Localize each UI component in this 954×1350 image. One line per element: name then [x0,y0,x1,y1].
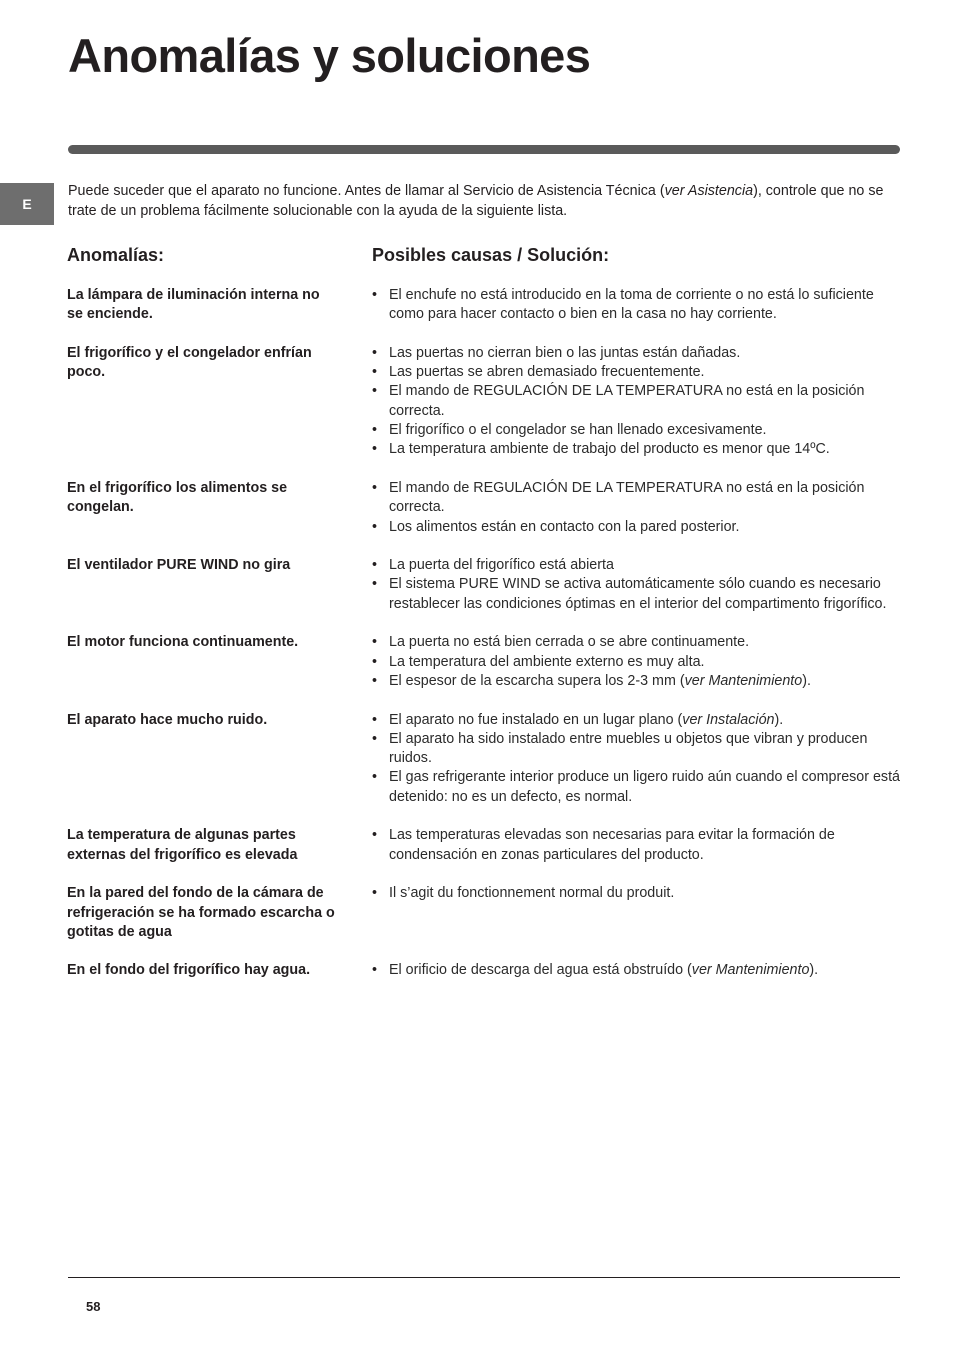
table-row [67,286,900,325]
cause-list [372,556,900,614]
cause-reference: ver Instalación [682,711,775,728]
cause-item [372,826,900,865]
table-row [67,633,900,691]
cause-item [372,440,900,459]
cause-item [372,633,900,652]
language-tab: E [0,183,54,225]
bullet-icon: • [372,479,378,496]
cause-text: El mando de REGULACIÓN DE LA TEMPERATURA no está en la posición correcta. [389,479,865,516]
anomaly-label: En el frigorífico los alimentos se congelan. [67,479,288,516]
anomaly-label: El frigorífico y el congelador enfrían poco. [67,344,312,381]
cause-item [372,382,900,421]
cause-item [372,730,900,769]
cause-item [372,672,900,691]
cause-text: Los alimentos están en contacto con la pared posterior. [389,518,740,535]
anomaly-label: En el fondo del frigorífico hay agua. [67,962,311,979]
intro-text: Puede suceder que el aparato no funcione. Antes de llamar al Servicio de Asistencia Técnica ( [68,183,665,199]
cause-item [372,884,900,903]
anomaly-label: La temperatura de algunas partes externas del frigorífico es elevada [67,827,298,863]
cause-item [372,556,900,575]
cause-item [372,653,900,672]
cause-text: La temperatura del ambiente externo es muy alta. [389,653,705,670]
bullet-icon: • [372,711,378,728]
bullet-icon: • [372,344,378,361]
cause-text-end: ). [774,711,784,728]
cause-list [372,826,900,865]
table-row [67,826,900,865]
cause-item [372,344,900,363]
causes-header: Posibles causas / Solución: [372,245,610,265]
cause-text: El sistema PURE WIND se activa automáticamente sólo cuando es necesario restablecer las condiciones óptimas en el interior del compartimento frigorífico. [389,576,887,612]
cause-item [372,363,900,382]
table-row [67,961,900,980]
bullet-icon: • [372,364,378,381]
bullet-icon: • [372,383,378,400]
cause-text: El enchufe no está introducido en la toma de corriente o no está lo suficiente como para hacer contacto o bien en la casa no hay corriente. [389,287,874,323]
cause-text: El aparato ha sido instalado entre muebles u objetos que vibran y producen ruidos. [389,730,868,767]
intro-reference: ver Asistencia [664,183,754,199]
intro-text-end: ), controle que no se trate de un problema fácilmente solucionable con la ayuda de la siguiente lista. [68,183,884,219]
bullet-icon: • [372,769,378,786]
cause-text: La temperatura ambiente de trabajo del producto es menor que 14ºC. [389,441,830,458]
cause-list [372,633,900,691]
cause-list [372,961,900,980]
bullet-icon: • [372,441,378,458]
bullet-icon: • [372,730,378,747]
table-row [67,479,900,537]
anomaly-label: En la pared del fondo de la cámara de refrigeración se ha formado escarcha o gotitas de agua [67,885,335,940]
anomaly-label: El ventilador PURE WIND no gira [67,557,291,574]
cause-text: El orificio de descarga del agua está obstruído ( [389,962,692,979]
cause-text-end: ). [809,962,819,979]
cause-text: La puerta no está bien cerrada o se abre continuamente. [389,634,750,651]
bullet-icon: • [372,422,378,439]
cause-text: El frigorífico o el congelador se han llenado excesivamente. [389,422,767,439]
cause-text: El gas refrigerante interior produce un ligero ruido aún cuando el compresor está detenido: no es un defecto, es normal. [389,769,901,805]
page-title: Anomalías y soluciones [68,29,591,82]
cause-item [372,711,900,730]
cause-reference: ver Mantenimiento [684,672,803,689]
table-row [67,344,900,460]
footer-divider [68,1277,900,1278]
anomaly-label: El aparato hace mucho ruido. [67,711,268,728]
cause-list [372,884,900,942]
cause-text: El espesor de la escarcha supera los 2-3 mm ( [389,672,685,689]
cause-text: El mando de REGULACIÓN DE LA TEMPERATURA no está en la posición correcta. [389,383,865,419]
bullet-icon: • [372,576,378,593]
table-row [67,884,900,942]
cause-item [372,421,900,440]
cause-list [372,711,900,807]
cause-text-end: ). [802,672,811,689]
cause-text: La puerta del frigorífico está abierta [389,557,614,574]
page-number: 58 [86,1299,101,1314]
bullet-icon: • [372,672,378,689]
anomaly-label: La lámpara de iluminación interna no se enciende. [67,287,320,323]
cause-item [372,479,900,518]
intro-paragraph [68,181,900,221]
cause-text: Las puertas se abren demasiado frecuentemente. [389,364,705,381]
bullet-icon: • [372,518,378,535]
cause-item [372,518,900,537]
cause-text: Il s’agit du fonctionnement normal du produit. [389,885,675,902]
bullet-icon: • [372,653,378,670]
title-divider [68,145,900,154]
cause-text: Las temperaturas elevadas son necesarias para evitar la formación de condensación en zonas particulares del producto. [389,827,835,863]
cause-list [372,344,900,460]
anomalies-header: Anomalías: [67,245,165,265]
bullet-icon: • [372,287,378,303]
cause-reference: ver Mantenimiento [691,962,810,979]
troubleshooting-table [67,286,900,1000]
cause-item [372,286,900,325]
bullet-icon: • [372,827,378,844]
cause-item [372,768,900,807]
bullet-icon: • [372,557,378,574]
table-row [67,556,900,614]
bullet-icon: • [372,634,378,651]
cause-list [372,479,900,537]
anomaly-label: El motor funciona continuamente. [67,634,299,651]
cause-list [372,286,900,325]
cause-text: Las puertas no cierran bien o las juntas están dañadas. [389,344,741,361]
table-row [67,711,900,807]
cause-item [372,575,900,614]
cause-text: El aparato no fue instalado en un lugar plano ( [389,711,683,728]
bullet-icon: • [372,885,378,902]
bullet-icon: • [372,962,378,979]
cause-item [372,961,900,980]
